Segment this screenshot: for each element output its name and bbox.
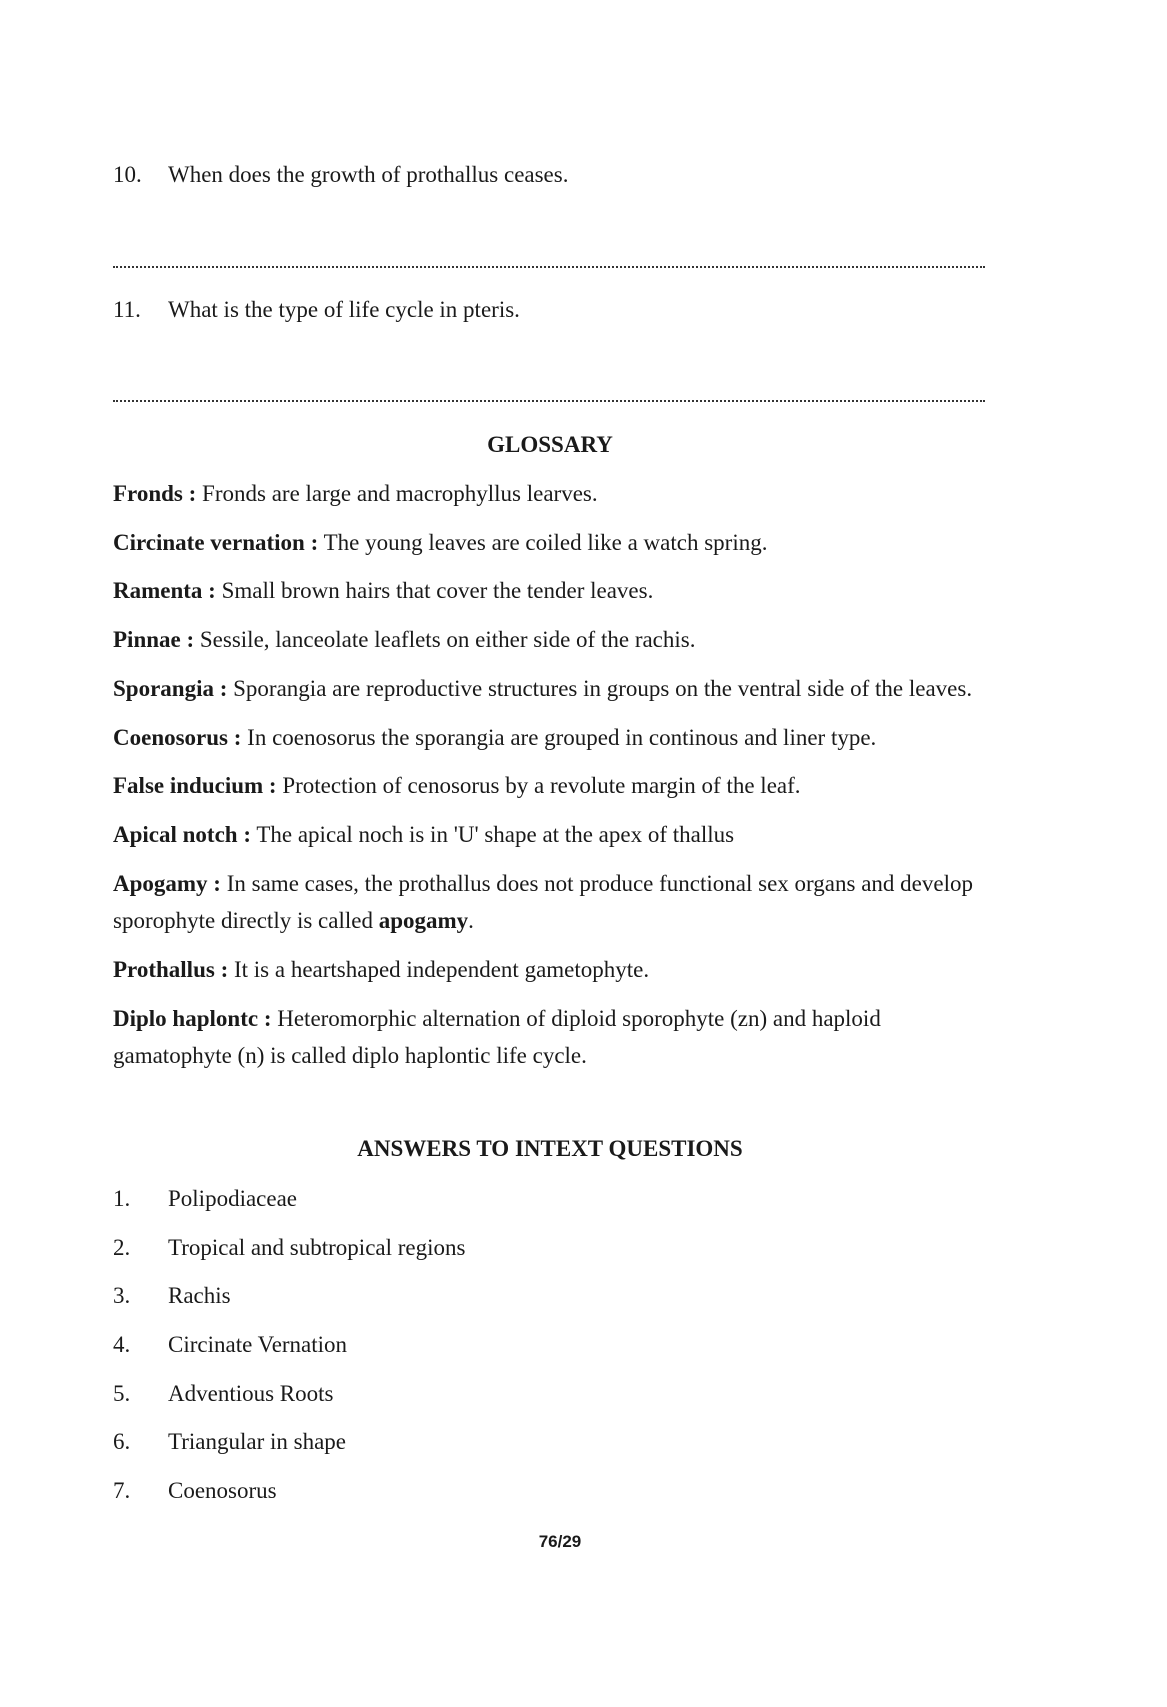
question-10 — [113, 160, 568, 190]
glossary-entry — [113, 816, 993, 853]
answer-line-dotted — [113, 400, 985, 402]
glossary-entry — [113, 524, 993, 561]
glossary-entry — [113, 719, 993, 756]
glossary-entry — [113, 621, 993, 658]
question-11 — [113, 295, 520, 325]
glossary-term: Circinate vernation : — [113, 530, 319, 555]
answer-item — [113, 1281, 231, 1311]
answers-heading: ANSWERS TO INTEXT QUESTIONS — [357, 1136, 743, 1161]
glossary-term: Prothallus : — [113, 957, 229, 982]
answer-text: Coenosorus — [168, 1478, 277, 1503]
glossary-entry — [113, 865, 993, 939]
answer-number: 1. — [113, 1186, 131, 1211]
glossary-term: Apical notch : — [113, 822, 251, 847]
answer-number: 2. — [113, 1235, 131, 1260]
glossary-definition: In same cases, the prothallus does not produce functional sex organs and develop sporophyte directly is called — [113, 871, 973, 933]
glossary-definition: Sessile, lanceolate leaflets on either side of the rachis. — [199, 627, 696, 652]
glossary-definition: The young leaves are coiled like a watch spring. — [323, 530, 768, 555]
glossary-heading: GLOSSARY — [487, 432, 613, 457]
answer-line-dotted — [113, 266, 985, 268]
answer-item — [113, 1330, 347, 1360]
answer-text: Tropical and subtropical regions — [168, 1235, 466, 1260]
glossary-entry — [113, 1000, 993, 1074]
answer-number: 3. — [113, 1283, 131, 1308]
glossary-definition: Sporangia are reproductive structures in groups on the ventral side of the leaves. — [233, 676, 973, 701]
glossary-entry — [113, 670, 993, 707]
glossary-definition: In coenosorus the sporangia are grouped in continous and liner type. — [247, 725, 877, 750]
answer-number: 4. — [113, 1332, 131, 1357]
glossary-bold-tail: apogamy — [378, 908, 469, 933]
answer-item — [113, 1427, 346, 1457]
glossary-entry — [113, 572, 993, 609]
question-number: 10. — [113, 162, 142, 187]
glossary-term: Apogamy : — [113, 871, 221, 896]
answer-text: Triangular in shape — [168, 1429, 347, 1454]
answer-item — [113, 1184, 297, 1214]
question-text: When does the growth of prothallus ceases. — [168, 162, 569, 187]
page-number: 76/29 — [538, 1532, 582, 1551]
answer-text: Rachis — [168, 1283, 231, 1308]
answer-item — [113, 1379, 333, 1409]
glossary-entry — [113, 951, 993, 988]
answer-number: 7. — [113, 1478, 131, 1503]
answer-item — [113, 1233, 465, 1263]
answer-text: Polipodiaceae — [168, 1186, 298, 1211]
answer-text: Circinate Vernation — [168, 1332, 348, 1357]
glossary-definition: Heteromorphic alternation of diploid sporophyte (zn) and haploid gamatophyte (n) is called diplo haplontic life cycle. — [113, 1006, 881, 1068]
glossary-definition: The apical noch is in 'U' shape at the apex of thallus — [256, 822, 735, 847]
glossary-entry — [113, 767, 993, 804]
answer-item — [113, 1476, 277, 1506]
glossary-entry — [113, 475, 993, 512]
glossary-term: Coenosorus : — [113, 725, 242, 750]
glossary-term: False inducium : — [113, 773, 277, 798]
question-number: 11. — [113, 297, 141, 322]
glossary-term: Sporangia : — [113, 676, 228, 701]
glossary-definition: Small brown hairs that cover the tender leaves. — [221, 578, 654, 603]
answer-text: Adventious Roots — [168, 1381, 334, 1406]
glossary-term: Ramenta : — [113, 578, 216, 603]
glossary-term: Pinnae : — [113, 627, 195, 652]
glossary-tail-punct: . — [468, 908, 474, 933]
glossary-term: Diplo haplontc : — [113, 1006, 272, 1031]
glossary-definition: Fronds are large and macrophyllus learves. — [202, 481, 598, 506]
glossary-term: Fronds : — [113, 481, 197, 506]
glossary-definition: Protection of cenosorus by a revolute margin of the leaf. — [282, 773, 801, 798]
glossary-definition: It is a heartshaped independent gametophyte. — [233, 957, 650, 982]
answer-number: 5. — [113, 1381, 131, 1406]
answer-number: 6. — [113, 1429, 131, 1454]
question-text: What is the type of life cycle in pteris. — [168, 297, 520, 322]
